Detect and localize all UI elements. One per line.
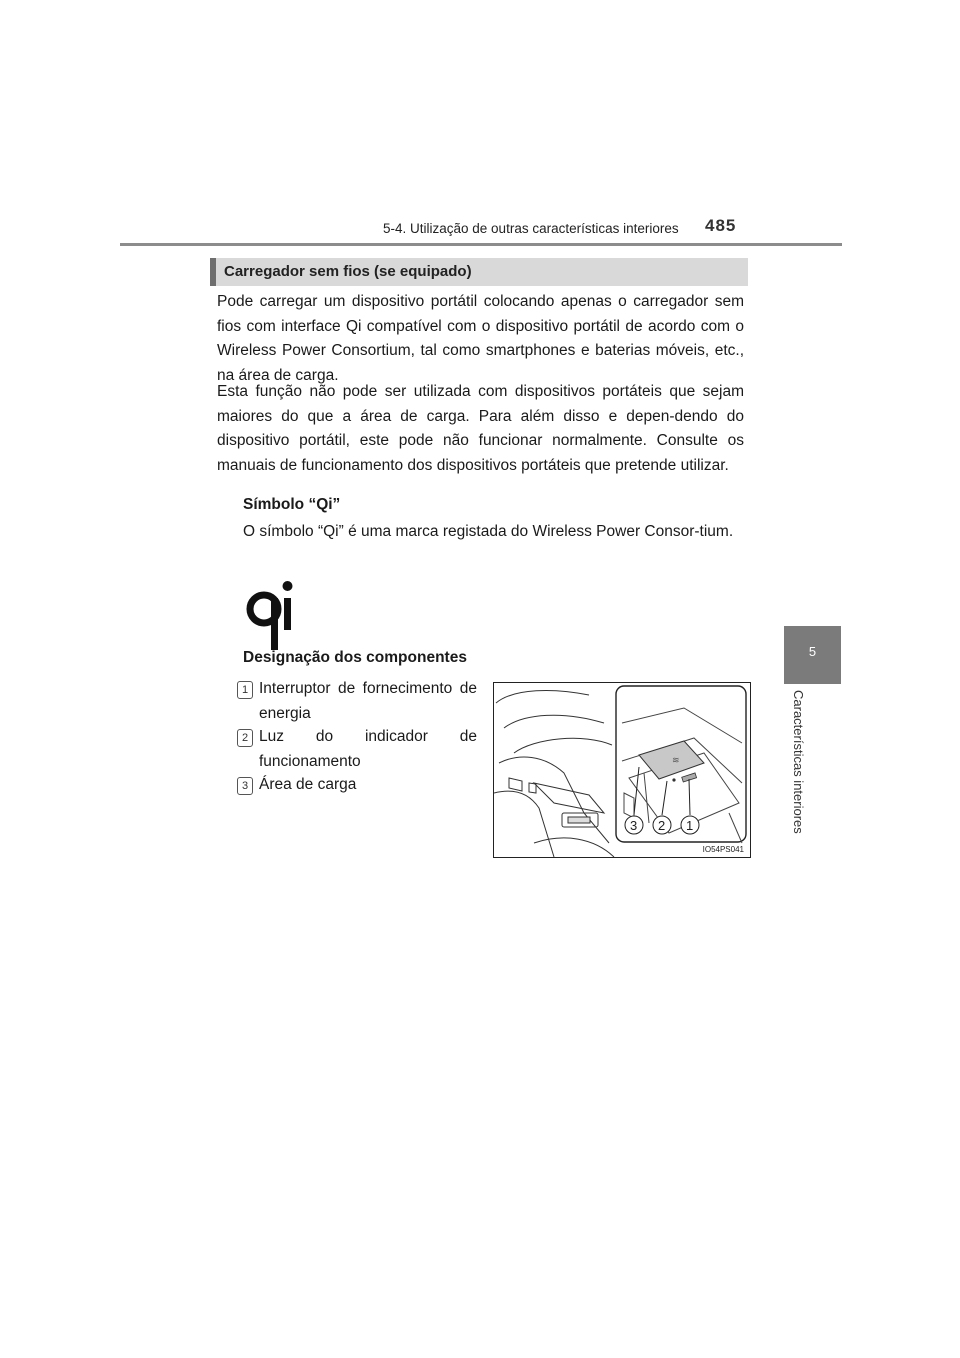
charger-diagram xyxy=(494,683,750,857)
callout-2: 2 xyxy=(658,818,666,833)
section-heading-text: Carregador sem fios (se equipado) xyxy=(224,263,472,280)
component-label: Área de carga xyxy=(259,776,357,793)
page-number: 485 xyxy=(705,216,737,235)
qi-symbol-heading: Símbolo “Qi” xyxy=(243,496,341,513)
chapter-number: 5 xyxy=(808,644,817,659)
chapter-label-container xyxy=(790,690,808,860)
intro-paragraph: Pode carregar um dispositivo portátil colocando apenas o carregador sem fios com interface Qi compatível com o dispositivo portátil de acordo com o Wireless Power Consortium, tal como smartphones e baterias móveis, etc., na área de carga. xyxy=(217,293,744,384)
svg-text:≋: ≋ xyxy=(672,756,680,766)
chapter-tab xyxy=(784,626,841,684)
component-number: 3 xyxy=(237,777,253,795)
section-heading-bar xyxy=(210,258,216,286)
header-divider xyxy=(120,243,842,246)
callout-3: 3 xyxy=(630,818,638,833)
qi-logo-icon xyxy=(243,578,299,650)
figure-code: IO54PS041 xyxy=(702,845,744,854)
component-number: 1 xyxy=(237,681,253,699)
header-title: 5-4. Utilização de outras características interiores xyxy=(383,221,679,236)
component-label: Luz do indicador de funcionamento xyxy=(259,728,477,770)
chapter-label: Características interiores xyxy=(791,690,806,834)
components-heading: Designação dos componentes xyxy=(243,649,467,666)
qi-symbol-description: O símbolo “Qi” é uma marca registada do Wireless Power Consor-tium. xyxy=(243,523,734,540)
limitation-paragraph: Esta função não pode ser utilizada com dispositivos portáteis que sejam maiores do que a área de carga. Para além disso e depen-dendo do dispositivo portátil, este pode não funcionar normalmente. Consulte os manuais de funcionamento dos dispositivos portáteis que pretende utilizar. xyxy=(217,383,744,474)
section-heading xyxy=(210,258,748,286)
charger-illustration xyxy=(493,682,751,858)
callout-1: 1 xyxy=(686,818,694,833)
component-label: Interruptor de fornecimento de energia xyxy=(259,680,477,722)
component-number: 2 xyxy=(237,729,253,747)
